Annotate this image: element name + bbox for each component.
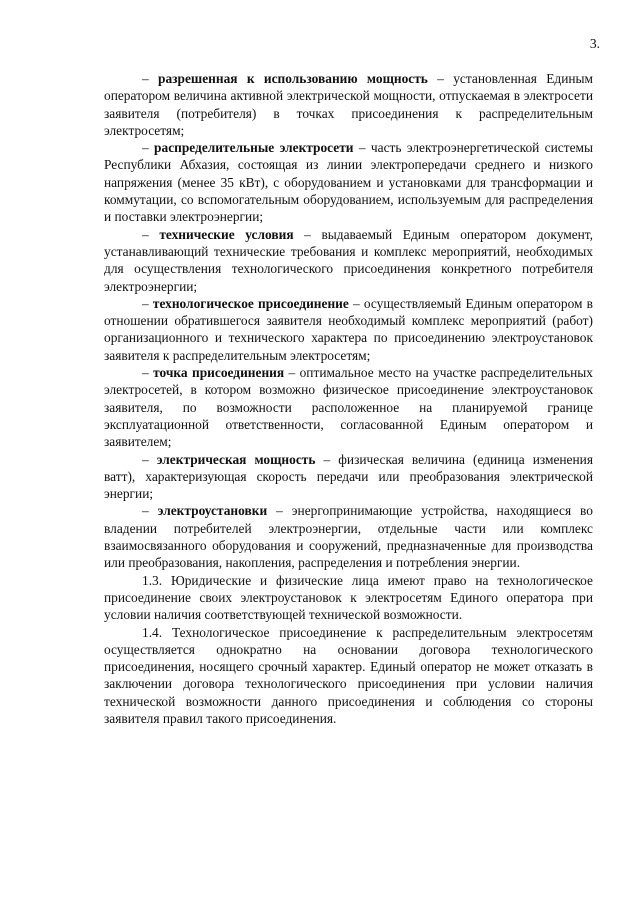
definition-paragraph: – распределительные электросети – часть электроэнергетической системы Республики Абхазия, состоящая из линии электропередачи среднего и низкого напряжения (менее 35 кВт), с оборудованием и установками для трансформации и коммутации, со вспомогательным оборудованием, используемым для распределения и поставки электроэнергии; xyxy=(104,140,593,225)
definition-paragraph: – электрическая мощность – физическая величина (единица изменения ватт), характеризующая скорость передачи или преобразования электрической энергии; xyxy=(104,451,593,502)
definition-text: – оптимальное место на участке распределительных электросетей, в котором возможно физическое присоединение электроустановок заявителя, по возможности расположенное на планируемой границе эксплуатационной ответственности, согласованной Единым оператором и заявителем; xyxy=(104,365,593,450)
definition-text: – энергопринимающие устройства, находящиеся во владении потребителей электроэнергии, отдельные части или комплекс взаимосвязанного оборудования и сооружений, предназначенные для производства или преобразования, накопления, распределения и потребления энергии. xyxy=(104,503,593,571)
defined-term: электроустановки xyxy=(157,503,268,519)
defined-term: точка присоединения xyxy=(153,365,285,381)
clause-1-3: 1.3. Юридические и физические лица имеют право на технологическое присоединение своих электроустановок к электросетям Единого оператора при условии наличия соответствующей технической возможности. xyxy=(104,572,593,623)
definition-text: – установленная Единым оператором величина активной электрической мощности, отпускаемая в электросети заявителя (потребителя) в точках присоединения к распределительным электросетям; xyxy=(104,71,593,138)
clause-1-4: 1.4. Технологическое присоединение к распределительным электросетям осуществляется однократно на основании договора технологического присоединения, носящего срочный характер. Единый оператор не может отказать в заключении договора технологического присоединения при условии наличия технической возможности данного присоединения и соблюдения со стороны заявителя правил такого присоединения. xyxy=(104,624,593,726)
definition-text: – физическая величина (единица изменения ватт), характеризующая скорость передачи или преобразования электрической энергии; xyxy=(104,451,593,502)
defined-term: технические условия xyxy=(159,226,294,242)
document-body xyxy=(104,70,593,727)
definition-text: – часть электроэнергетической системы Республики Абхазия, состоящая из линии электропередачи среднего и низкого напряжения (менее 35 кВт), с оборудованием и установками для трансформации и коммутации, со вспомогательным оборудованием, используемым для распределения и поставки электроэнергии; xyxy=(104,140,593,225)
definition-paragraph: – технологическое присоединение – осуществляемый Единым оператором в отношении обратившегося заявителя необходимый комплекс мероприятий (работ) организационного и технического характера по присоединению электроустановок заявителя к распределительным электросетям; xyxy=(104,295,593,363)
definition-text: – осуществляемый Единым оператором в отношении обратившегося заявителя необходимый комплекс мероприятий (работ) организационного и технического характера по присоединению электроустановок заявителя к распределительным электросетям; xyxy=(104,295,593,363)
defined-term: распределительные электросети xyxy=(154,140,354,156)
page-number: 3. xyxy=(589,36,600,51)
definition-paragraph: – технические условия – выдаваемый Единым оператором документ, устанавливающий технические требования и комплекс мероприятий, необходимых для осуществления технологического присоединения конкретного потребителя электроэнергии; xyxy=(104,226,593,294)
definition-text: – выдаваемый Единым оператором документ, устанавливающий технические требования и комплекс мероприятий, необходимых для осуществления технологического присоединения конкретного потребителя электроэнергии; xyxy=(104,226,593,294)
definition-paragraph: – точка присоединения – оптимальное место на участке распределительных электросетей, в котором возможно физическое присоединение электроустановок заявителя, по возможности расположенное на планируемой границе эксплуатационной ответственности, согласованной Единым оператором и заявителем; xyxy=(104,365,593,450)
defined-term: электрическая мощность xyxy=(156,451,316,467)
defined-term: технологическое присоединение xyxy=(152,295,349,311)
definition-paragraph: – электроустановки – энергопринимающие устройства, находящиеся во владении потребителей электроэнергии, отдельные части или комплекс взаимосвязанного оборудования и сооружений, предназначенные для производства или преобразования, накопления, распределения и потребления энергии. xyxy=(104,503,593,571)
defined-term: разрешенная к использованию мощность xyxy=(158,71,428,86)
definition-paragraph: – разрешенная к использованию мощность – установленная Единым оператором величина активной электрической мощности, отпускаемая в электросети заявителя (потребителя) в точках присоединения к распределительным электросетям; xyxy=(104,71,593,138)
